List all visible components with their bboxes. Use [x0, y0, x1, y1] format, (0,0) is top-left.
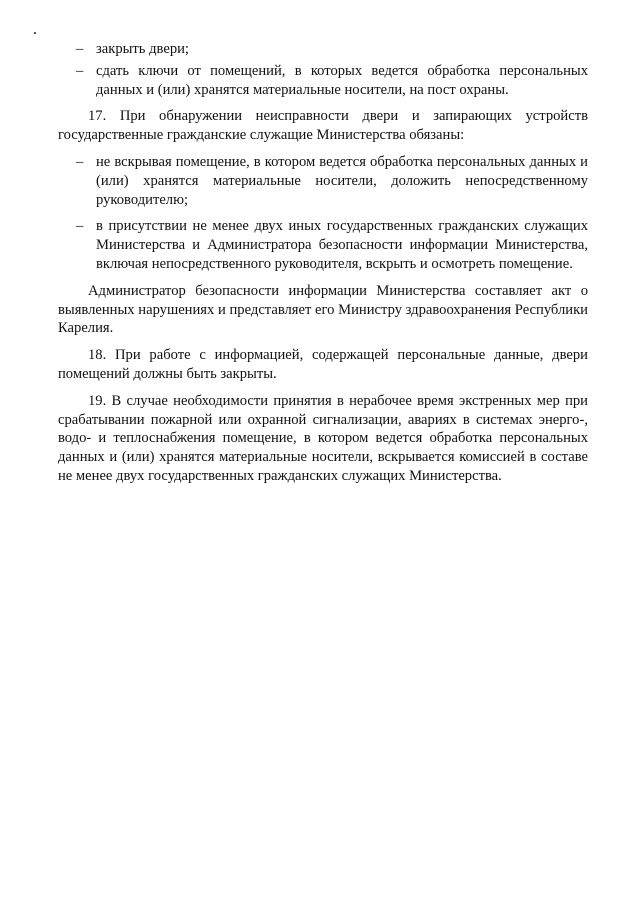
dash-marker: – — [76, 218, 84, 235]
dash-marker: – — [76, 62, 84, 79]
list-item — [58, 153, 588, 209]
list-item-text: в присутствии не менее двух иных государственных гражданских служащих Министерства и Администратора безопасности информации Министерства, включая непосредственного руководителя, вскрыть и осмотреть помещение. — [96, 218, 588, 272]
list-item — [58, 62, 588, 100]
paragraph-item-18: 18. При работе с информацией, содержащей персональные данные, двери помещений должны быть закрыты. — [58, 347, 588, 382]
dash-marker: – — [76, 153, 84, 170]
paragraph-item-19: 19. В случае необходимости принятия в нерабочее время экстренных мер при срабатывании пожарной или охранной сигнализации, авариях в системах энерго-, водо- и теплоснабжения помещение, в котором ведется обработка персональных данных и (или) хранятся материальные носители, вскрывается комиссией в составе не менее двух государственных гражданских служащих Министерства. — [58, 392, 588, 484]
paragraph-item-17: 17. При обнаружении неисправности двери и запирающих устройств государственные гражданские служащие Министерства обязаны: — [58, 108, 588, 144]
list-item — [58, 217, 588, 273]
scan-dot-mark — [34, 32, 36, 34]
dash-marker: – — [76, 41, 84, 57]
list-item-text: закрыть двери; — [96, 41, 189, 57]
document-body — [58, 40, 588, 486]
list-item — [58, 40, 588, 59]
list-item-text: сдать ключи от помещений, в которых ведется обработка персональных данных и (или) хранятся материальные носители, на пост охраны. — [96, 62, 588, 98]
paragraph-admin-act: Администратор безопасности информации Министерства составляет акт о выявленных нарушениях и представляет его Министру здравоохранения Республики Карелия. — [58, 282, 588, 337]
list-item-text: не вскрывая помещение, в котором ведется обработка персональных данных и (или) хранятся материальные носители, доложить непосредственному руководителю; — [96, 153, 588, 208]
